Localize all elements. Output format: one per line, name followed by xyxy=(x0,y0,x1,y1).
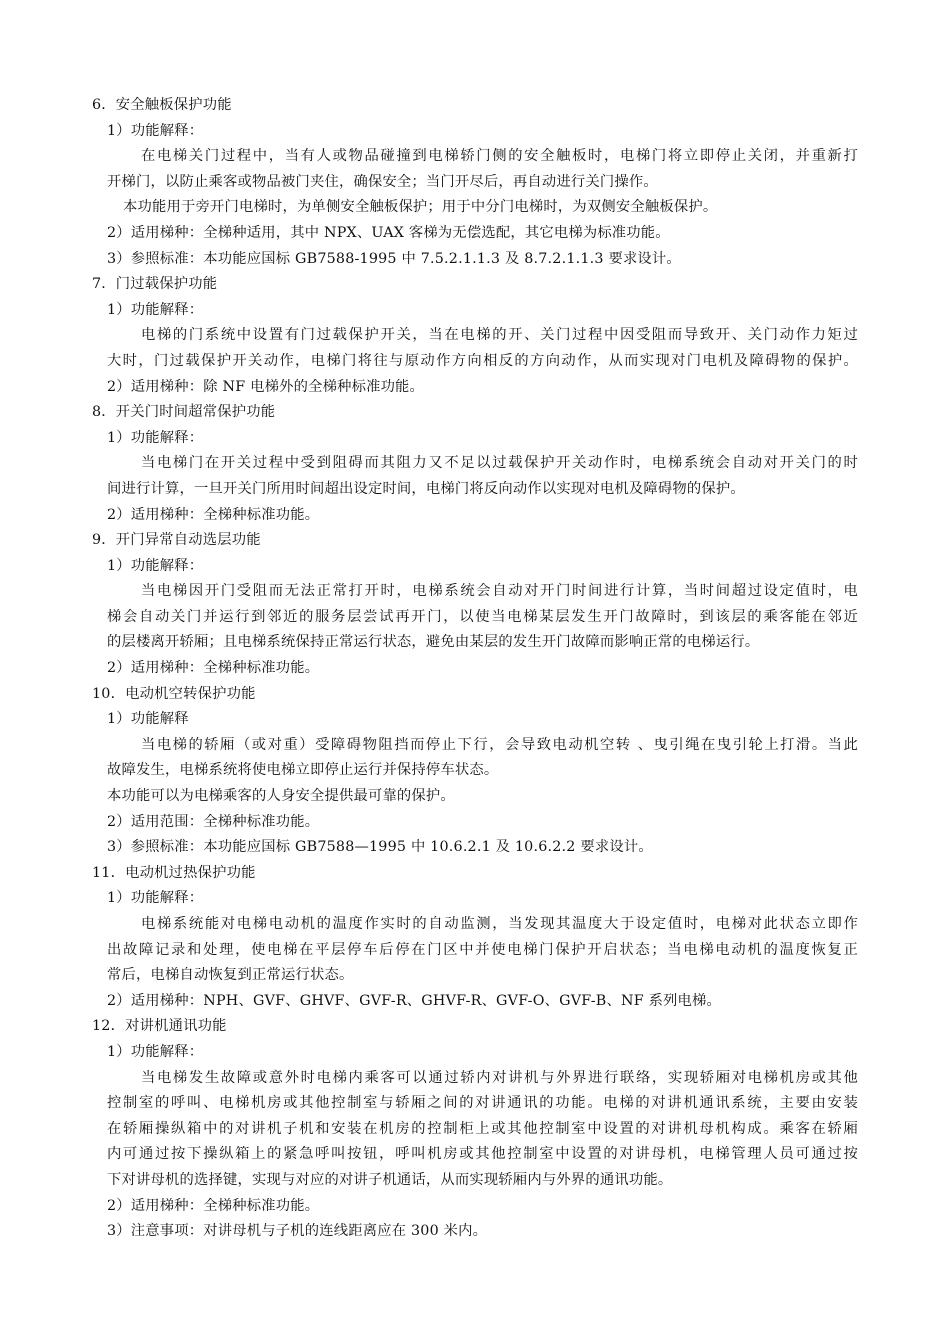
item-label: 1）功能解释： xyxy=(107,122,204,139)
item-label: 2）适用梯种：NPH、GVF、GHVF、GVF-R、GHVF-R、GVF-O、GVF-B、NF 系列电梯。 xyxy=(107,992,722,1009)
paragraph-line: 在电梯关门过程中，当有人或物品碰撞到电梯轿门侧的安全触板时，电梯门将立即停止关闭，并重新打 xyxy=(141,148,858,165)
paragraph-line: 当电梯门在开关过程中受到阻碍而其阻力又不足以过载保护开关动作时，电梯系统会自动对开关门的时 xyxy=(141,455,858,472)
item-label: 1）功能解释： xyxy=(107,429,204,446)
item-label: 1）功能解释： xyxy=(107,890,204,907)
paragraph-line: 控制室的呼叫、电梯机房或其他控制室与轿厢之间的对讲通讯的功能。电梯的对讲机通讯系统，主要由安装 xyxy=(107,1095,858,1112)
paragraph-line: 本功能可以为电梯乘客的人身安全提供最可靠的保护。 xyxy=(107,788,455,805)
paragraph-line: 在轿厢操纵箱中的对讲机子机和安装在机房的控制柜上或其他控制室中设置的对讲机母机构成。乘客在轿厢 xyxy=(107,1120,858,1137)
section-heading: 12．对讲机通讯功能 xyxy=(92,1018,227,1035)
item-label: 2）适用梯种：全梯种适用，其中 NPX、UAX 客梯为无偿选配，其它电梯为标准功能。 xyxy=(107,224,670,241)
item-label: 1）功能解释 xyxy=(107,711,189,728)
item-label: 3）注意事项：对讲母机与子机的连线距离应在 300 米内。 xyxy=(107,1223,488,1240)
item-label: 3）参照标准：本功能应国标 GB7588—1995 中 10.6.2.1 及 10.6.2.2 要求设计。 xyxy=(107,839,653,856)
item-label: 3）参照标准：本功能应国标 GB7588-1995 中 7.5.2.1.1.3 及 8.7.2.1.1.3 要求设计。 xyxy=(107,250,681,267)
document-page xyxy=(0,93,950,1245)
section-heading: 6．安全触板保护功能 xyxy=(92,97,232,113)
paragraph-line: 本功能用于旁开门电梯时，为单侧安全触板保护；用于中分门电梯时，为双侧安全触板保护。 xyxy=(123,199,718,216)
item-label: 2）适用梯种：全梯种标准功能。 xyxy=(107,506,320,523)
paragraph-line: 开梯门，以防止乘客或物品被门夹住，确保安全；当门开尽后，再自动进行关门操作。 xyxy=(107,173,658,190)
paragraph-line: 梯会自动关门并运行到邻近的服务层尝试再开门，以使当电梯某层发生开门故障时，到该层的乘客能在邻近 xyxy=(107,608,858,625)
item-label: 2）适用梯种：全梯种标准功能。 xyxy=(107,660,320,677)
paragraph-line: 间进行计算，一旦开关门所用时间超出设定时间，电梯门将反向动作以实现对电机及障碍物的保护。 xyxy=(107,480,745,497)
paragraph-line: 故障发生，电梯系统将使电梯立即停止运行并保持停车状态。 xyxy=(107,762,499,779)
section-heading: 10．电动机空转保护功能 xyxy=(92,685,256,702)
paragraph-line: 出故障记录和处理，使电梯在平层停车后停在门区中并使电梯门保护开启状态；当电梯电动机的温度恢复正 xyxy=(107,941,858,958)
section-heading: 8．开关门时间超常保护功能 xyxy=(92,404,276,421)
paragraph-line: 电梯的门系统中设置有门过载保护开关，当在电梯的开、关门过程中因受阻而导致开、关门动作力矩过 xyxy=(141,327,858,344)
section-heading: 11．电动机过热保护功能 xyxy=(92,864,256,881)
paragraph-line: 的层楼离开轿厢；且电梯系统保持正常运行状态，避免由某层的发生开门故障而影响正常的电梯运行。 xyxy=(107,634,760,651)
paragraph-line: 电梯系统能对电梯电动机的温度作实时的自动监测，当发现其温度大于设定值时，电梯对此状态立即作 xyxy=(141,916,858,932)
paragraph-line: 当电梯因开门受阻而无法正常打开时，电梯系统会自动对开门时间进行计算，当时间超过设定值时，电 xyxy=(141,583,858,600)
paragraph-line: 大时，门过载保护开关动作，电梯门将往与原动作方向相反的方向动作，从而实现对门电机及障碍物的保护。 xyxy=(107,352,858,369)
section-heading: 9．开门异常自动选层功能 xyxy=(92,532,261,549)
paragraph-line: 内可通过按下操纵箱上的紧急呼叫按钮，呼叫机房或其他控制室中设置的对讲母机，电梯管理人员可通过按 xyxy=(107,1146,858,1163)
paragraph-line: 下对讲母机的选择键，实现与对应的对讲子机通话，从而实现轿厢内与外界的通讯功能。 xyxy=(107,1171,673,1188)
item-label: 2）适用梯种：全梯种标准功能。 xyxy=(107,1197,320,1214)
paragraph-line: 当电梯的轿厢（或对重）受障碍物阻挡而停止下行，会导致电动机空转 、曳引绳在曳引轮上打滑。当此 xyxy=(141,736,858,753)
item-label: 2）适用梯种：除 NF 电梯外的全梯种标准功能。 xyxy=(107,378,425,395)
paragraph-line: 当电梯发生故障或意外时电梯内乘客可以通过轿内对讲机与外界进行联络，实现轿厢对电梯机房或其他 xyxy=(141,1069,858,1086)
item-label: 2）适用范围：全梯种标准功能。 xyxy=(107,813,320,830)
section-heading: 7．门过载保护功能 xyxy=(92,276,218,293)
paragraph-line: 常后，电梯自动恢复到正常运行状态。 xyxy=(107,967,354,984)
item-label: 1）功能解释： xyxy=(107,301,204,318)
item-label: 1）功能解释： xyxy=(107,1043,204,1060)
item-label: 1）功能解释： xyxy=(107,557,204,574)
